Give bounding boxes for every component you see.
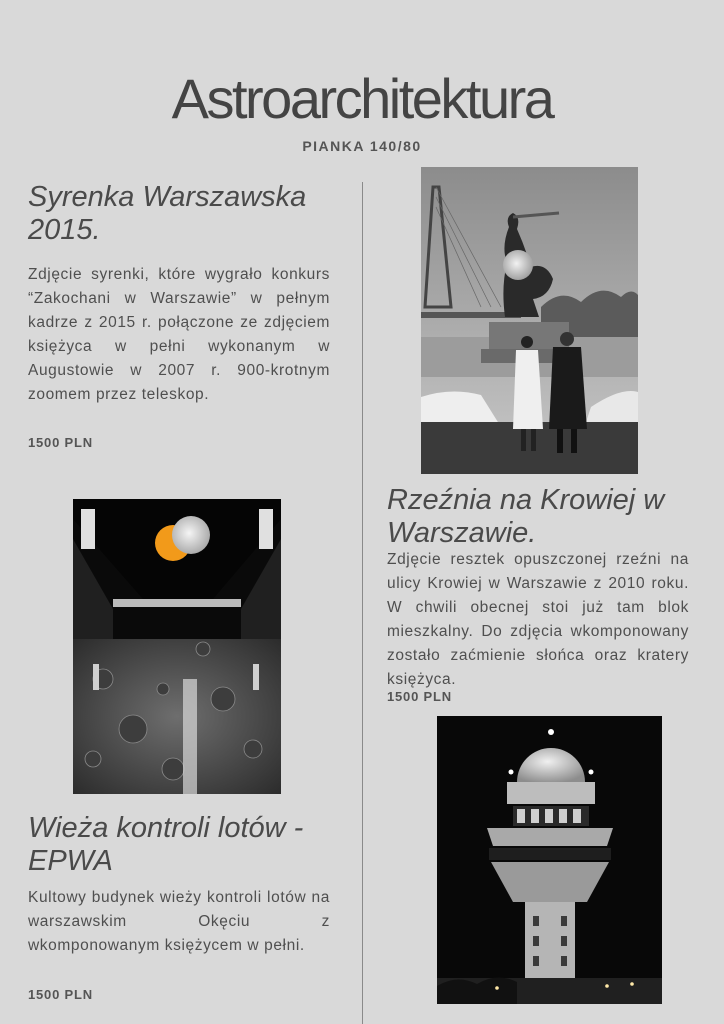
photo-syrenka (421, 167, 638, 474)
item-price-rzeznia: 1500 PLN (387, 689, 452, 704)
column-divider (362, 182, 363, 1024)
item-description-syrenka: Zdjęcie syrenki, które wygrało konkurs “Zakochani w Warszawie” w pełnym kadrze z 2015 r. połączone ze zdjęciem księżyca w pełni wykonanym w Augustowie w 2007 r. 900-krotnym zoomem przez teleskop. (28, 266, 330, 403)
page-subtitle: PIANKA 140/80 (302, 138, 422, 154)
photo-rzeznia (73, 499, 281, 794)
item-price-wieza: 1500 PLN (28, 987, 93, 1002)
item-title-syrenka: Syrenka Warszawska 2015. (28, 181, 307, 246)
item-description-rzeznia: Zdjęcie resztek opuszczonej rzeźni na ulicy Krowiej w Warszawie z 2010 roku. W chwili obecnej stoi już tam blok mieszkalny. Do zdjęcia wkomponowany zostało zaćmienie słońca oraz kratery księżyca. (387, 551, 689, 688)
item-title-wieza: Wieża kontroli lotów - EPWA (28, 812, 304, 877)
item-price-syrenka: 1500 PLN (28, 435, 93, 450)
photo-wieza (437, 716, 662, 1004)
item-description-wieza: Kultowy budynek wieży kontroli lotów na warszawskim Okęciu z wkomponowanym księżycem w pełni. (28, 889, 330, 954)
page-title: Astroarchitektura (171, 67, 553, 130)
item-title-rzeznia: Rzeźnia na Krowiej w Warszawie. (387, 484, 665, 549)
